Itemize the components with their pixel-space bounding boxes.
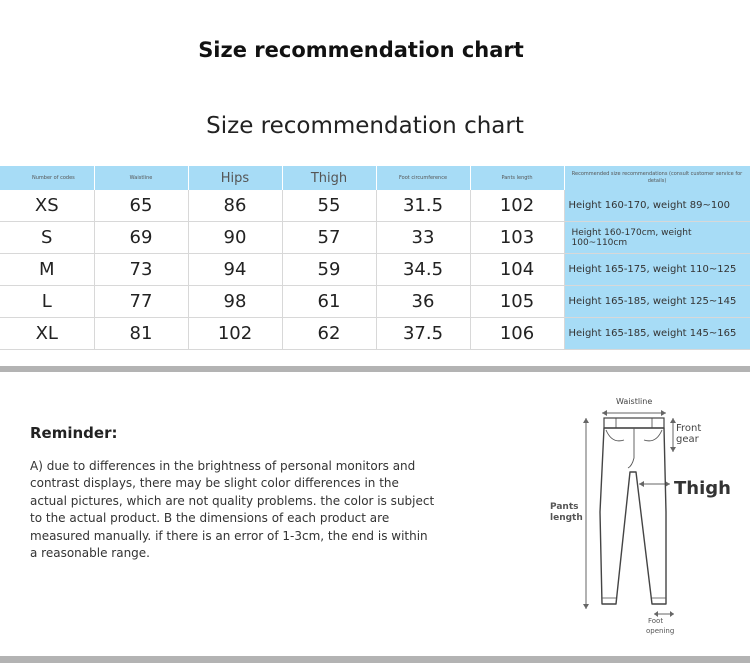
page-title: Size recommendation chart (198, 38, 524, 62)
cell-thigh: 61 (282, 286, 376, 318)
cell-foot: 31.5 (376, 190, 470, 222)
cell-pants: 103 (470, 222, 564, 254)
table-row (0, 222, 750, 254)
header-waistline: Waistline (94, 166, 188, 190)
divider-band-top (0, 366, 750, 372)
cell-thigh: 59 (282, 254, 376, 286)
cell-waist: 77 (94, 286, 188, 318)
header-pants: Pants length (470, 166, 564, 190)
cell-pants: 104 (470, 254, 564, 286)
cell-recommend: Height 160-170, weight 89~100 (564, 190, 750, 222)
cell-pants: 102 (470, 190, 564, 222)
label-foot-opening-line1: Foot (648, 617, 664, 625)
cell-pants: 106 (470, 318, 564, 350)
table-header-row (0, 166, 750, 190)
cell-hips: 102 (188, 318, 282, 350)
cell-size: L (0, 286, 94, 318)
cell-size: XL (0, 318, 94, 350)
cell-waist: 65 (94, 190, 188, 222)
cell-recommend: Height 165-185, weight 125~145 (564, 286, 750, 318)
label-front-gear-line1: Front (676, 423, 702, 434)
table-row (0, 254, 750, 286)
cell-foot: 37.5 (376, 318, 470, 350)
header-codes: Number of codes (0, 166, 94, 190)
cell-thigh: 55 (282, 190, 376, 222)
cell-recommend: Height 165-175, weight 110~125 (564, 254, 750, 286)
table-row (0, 286, 750, 318)
cell-waist: 69 (94, 222, 188, 254)
label-foot-opening-line2: opening (646, 627, 675, 635)
pants-diagram (540, 392, 750, 642)
divider-band-bottom (0, 656, 750, 663)
table-row (0, 318, 750, 350)
label-pants-length (550, 502, 583, 524)
cell-thigh: 62 (282, 318, 376, 350)
cell-size: S (0, 222, 94, 254)
label-pants-length-line2: length (550, 513, 583, 523)
cell-hips: 86 (188, 190, 282, 222)
cell-foot: 33 (376, 222, 470, 254)
size-table (0, 166, 750, 350)
label-front-gear-line2: gear (676, 434, 699, 445)
header-thigh: Thigh (282, 166, 376, 190)
label-foot-opening (646, 616, 674, 636)
cell-thigh: 57 (282, 222, 376, 254)
cell-hips: 98 (188, 286, 282, 318)
cell-recommend: Height 160-170cm, weight 100~110cm (564, 222, 750, 254)
cell-recommend: Height 165-185, weight 145~165 (564, 318, 750, 350)
chart-title: Size recommendation chart (206, 113, 524, 139)
label-front-gear (676, 423, 701, 445)
label-waistline: Waistline (616, 397, 653, 406)
header-hips: Hips (188, 166, 282, 190)
label-pants-length-line1: Pants (550, 502, 579, 512)
cell-size: XS (0, 190, 94, 222)
cell-hips: 94 (188, 254, 282, 286)
cell-pants: 105 (470, 286, 564, 318)
reminder-text: A) due to differences in the brightness of personal monitors and contrast displays, there may be slight color differences in the actual pictures, which are not quality problems. the color is subject to the actual product. B the dimensions of each product are measured manually. if there is an error of 1-3cm, the end is within a reasonable range. (30, 459, 435, 561)
label-thigh: Thigh (674, 478, 731, 499)
cell-foot: 36 (376, 286, 470, 318)
reminder-title: Reminder: (30, 424, 118, 442)
cell-hips: 90 (188, 222, 282, 254)
header-recommend: Recommended size recommendations (consult customer service for details) (564, 166, 750, 190)
header-foot: Foot circumference (376, 166, 470, 190)
cell-foot: 34.5 (376, 254, 470, 286)
cell-size: M (0, 254, 94, 286)
table-row (0, 190, 750, 222)
cell-waist: 81 (94, 318, 188, 350)
cell-waist: 73 (94, 254, 188, 286)
